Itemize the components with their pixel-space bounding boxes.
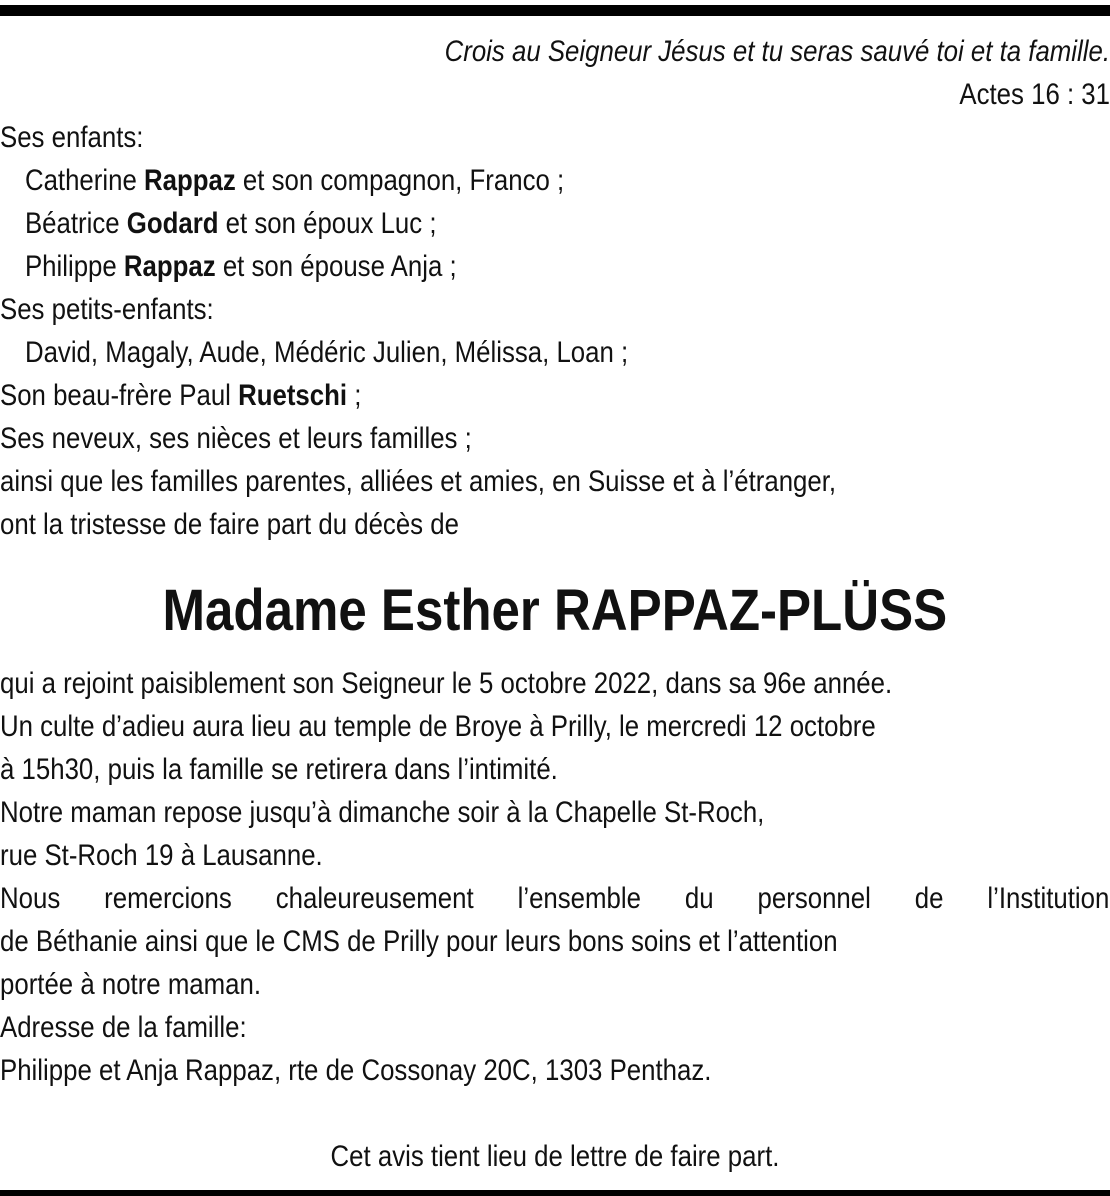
- body-line-5: rue St-Roch 19 à Lausanne.: [0, 839, 323, 872]
- top-rule: [0, 5, 1110, 16]
- spacer: [0, 1092, 1110, 1135]
- body-line-4: Notre maman repose jusqu’à dimanche soir à la Chapelle St-Roch,: [0, 796, 765, 829]
- body-line-2: Un culte d’adieu aura lieu au temple de Broye à Prilly, le mercredi 12 octobre: [0, 710, 876, 743]
- footer-note: Cet avis tient lieu de lettre de faire part.: [330, 1140, 780, 1173]
- body-line-3: à 15h30, puis la famille se retirera dans l’intimité.: [0, 753, 558, 786]
- child-surname: Rappaz: [143, 164, 236, 197]
- child-entry-1: Catherine Rappaz et son compagnon, Franco ;: [24, 164, 565, 197]
- bible-verse: Crois au Seigneur Jésus et tu seras sauvé toi et ta famille.: [444, 35, 1110, 68]
- family-address: Philippe et Anja Rappaz, rte de Cossonay 20C, 1303 Penthaz.: [0, 1054, 712, 1087]
- children-heading: Ses enfants:: [0, 121, 144, 154]
- body-line-1: qui a rejoint paisiblement son Seigneur le 5 octobre 2022, dans sa 96e année.: [0, 667, 893, 700]
- deceased-name: Madame Esther RAPPAZ-PLÜSS: [162, 578, 948, 643]
- grandchildren-heading: Ses petits-enfants:: [0, 293, 214, 326]
- verse-reference: Actes 16 : 31: [959, 78, 1110, 111]
- bottom-rule: [0, 1190, 1110, 1196]
- child-surname: Rappaz: [123, 250, 216, 283]
- brother-in-law-surname: Ruetschi: [238, 379, 348, 412]
- thanks-line-2: de Béthanie ainsi que le CMS de Prilly pour leurs bons soins et l’attention: [0, 925, 838, 958]
- address-heading: Adresse de la famille:: [0, 1011, 247, 1044]
- thanks-line-1: Nous remercions chaleureusement l’ensemble du personnel de l’Institution: [0, 882, 1110, 915]
- child-entry-3: Philippe Rappaz et son épouse Anja ;: [24, 250, 457, 283]
- thanks-line-3: portée à notre maman.: [0, 968, 262, 1001]
- nephews-line: Ses neveux, ses nièces et leurs familles ;: [0, 422, 472, 455]
- child-entry-2: Béatrice Godard et son époux Luc ;: [24, 207, 437, 240]
- grandchildren-list: David, Magaly, Aude, Médéric Julien, Mélissa, Loan ;: [24, 336, 629, 369]
- child-surname: Godard: [126, 207, 219, 240]
- brother-in-law: Son beau-frère Paul Ruetschi ;: [0, 379, 362, 412]
- announcement-line: ont la tristesse de faire part du décès de: [0, 508, 459, 541]
- obituary-notice: [0, 30, 1110, 1178]
- extended-family-line: ainsi que les familles parentes, alliées et amies, en Suisse et à l’étranger,: [0, 465, 837, 498]
